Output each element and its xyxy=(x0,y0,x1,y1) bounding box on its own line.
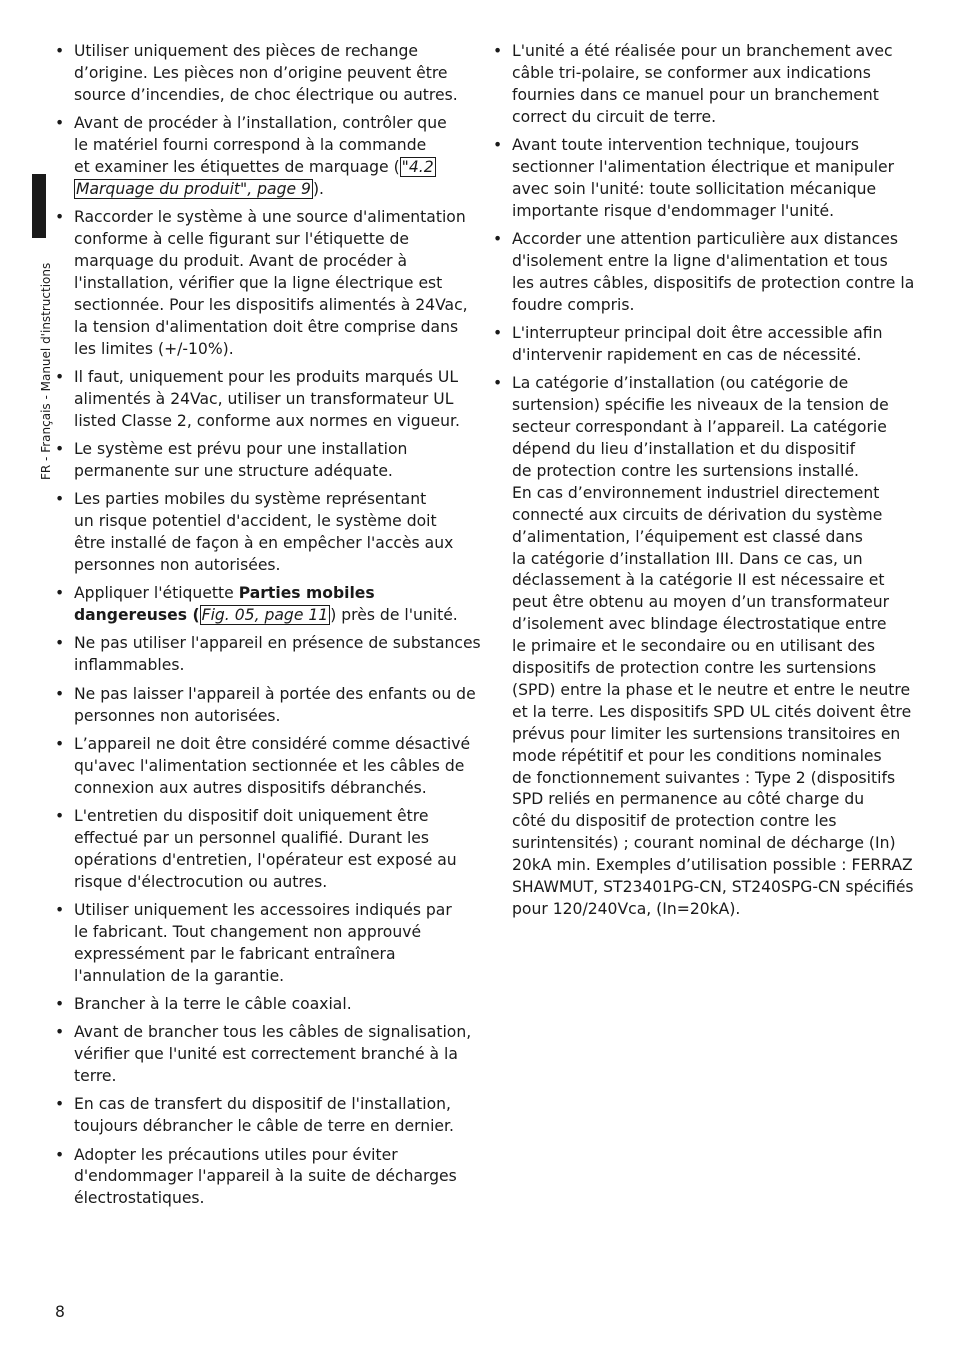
item-text: l'installation, vérifier que la ligne électrique est xyxy=(74,273,443,292)
item-text: (SPD) entre la phase et le neutre et entre le neutre xyxy=(512,680,911,699)
item-text: et la terre. Les dispositifs SPD UL cités doivent être xyxy=(512,702,912,721)
cross-reference-link[interactable]: "4.2 xyxy=(401,157,434,176)
item-text: avec soin l'unité: toute sollicitation mécanique xyxy=(512,179,877,198)
item-text: Utiliser uniquement des pièces de rechange xyxy=(74,42,418,60)
item-text-with-ref xyxy=(74,605,458,625)
item-text: le fabricant. Tout changement non approuvé xyxy=(74,922,422,941)
item-text: toujours débrancher le câble de terre en dernier. xyxy=(74,1117,454,1136)
item-text: listed Classe 2, conforme aux normes en vigueur. xyxy=(74,411,460,430)
item-text: alimentés à 24Vac, utiliser un transformateur UL xyxy=(74,389,454,408)
list-item xyxy=(55,207,468,360)
list-item xyxy=(55,633,481,677)
item-text-with-ref xyxy=(74,157,436,177)
list-item xyxy=(493,135,901,223)
list-item xyxy=(55,734,471,800)
item-text: surintensités) ; courant nominal de décharge (In) xyxy=(512,834,896,853)
cross-reference-link[interactable]: Marquage du produit", page 9 xyxy=(76,179,311,198)
list-item xyxy=(55,684,476,728)
list-item xyxy=(55,367,465,433)
item-text: être installé de façon à en empêcher l'accès aux xyxy=(74,533,454,552)
list-item xyxy=(55,439,465,483)
item-text: En cas de transfert du dispositif de l'installation, xyxy=(74,1095,452,1114)
list-item xyxy=(55,1022,472,1088)
item-text: Il faut, uniquement pour les produits marqués UL xyxy=(74,367,459,386)
item-text: vérifier que l'unité est correctement branché à la xyxy=(74,1045,458,1064)
item-text: peut être obtenu au moyen d’un transformateur xyxy=(512,593,890,612)
item-text: pour 120/240Vca, (In=20kA). xyxy=(512,900,741,918)
item-text: Utiliser uniquement les accessoires indiqués par xyxy=(74,900,452,919)
item-text: effectué par un personnel qualifié. Durant les xyxy=(74,828,430,847)
item-text: la tension d'alimentation doit être comprise dans xyxy=(74,317,459,336)
item-text: côté du dispositif de protection contre les xyxy=(512,812,837,831)
item-text: mode répétitif et pour les conditions nominales xyxy=(512,746,882,765)
item-text: de fonctionnement suivantes : Type 2 (dispositifs xyxy=(512,768,896,787)
item-text: qu'avec l'alimentation sectionnée et les câbles de xyxy=(74,756,465,775)
item-text: sectionner l'alimentation électrique et manipuler xyxy=(512,157,895,176)
item-text: source d’incendies, de choc électrique ou autres. xyxy=(74,85,458,104)
item-text: expressément par le fabricant entraînera xyxy=(74,944,396,963)
item-text: de protection contre les surtensions installé. xyxy=(512,461,859,480)
item-text: le primaire et le secondaire ou en utilisant des xyxy=(512,637,875,656)
item-text: En cas d’environnement industriel directement xyxy=(512,483,880,502)
item-text: L'unité a été réalisée pour un branchement avec xyxy=(512,42,893,60)
list-item xyxy=(493,41,901,129)
item-text: Appliquer l'étiquette xyxy=(74,584,239,603)
item-text: personnes non autorisées. xyxy=(74,555,281,574)
item-text: personnes non autorisées. xyxy=(74,706,281,725)
item-text: sectionnée. Pour les dispositifs alimentés à 24Vac, xyxy=(74,295,468,314)
section-tab-marker xyxy=(32,174,46,238)
item-text: câble tri-polaire, se conformer aux indications xyxy=(512,63,871,82)
item-text: importante risque d'endommager l'unité. xyxy=(512,201,835,220)
list-item xyxy=(55,1094,465,1138)
item-text: L'entretien du dispositif doit uniquement être xyxy=(74,806,429,825)
item-text: La catégorie d’installation (ou catégorie de xyxy=(512,374,849,393)
item-text: les limites (+/-10%). xyxy=(74,339,234,358)
item-text: ( xyxy=(187,606,200,625)
list-item xyxy=(493,229,915,317)
item-text: secteur correspondant à l’appareil. La catégorie xyxy=(512,418,887,437)
item-text: Les parties mobiles du système représentant xyxy=(74,490,427,509)
right-column-list xyxy=(493,41,915,927)
item-text: L'interrupteur principal doit être accessible afin xyxy=(512,324,883,343)
item-text: la catégorie d’installation III. Dans ce cas, un xyxy=(512,549,863,568)
item-text: permanente sur une structure adéquate. xyxy=(74,461,393,480)
item-text: l'annulation de la garantie. xyxy=(74,966,285,985)
list-item xyxy=(55,583,465,627)
item-text: Avant de procéder à l’installation, contrôler que xyxy=(74,114,447,133)
item-text: dépend du lieu d’installation et du dispositif xyxy=(512,439,856,458)
list-item xyxy=(493,373,914,921)
item-text: 20kA min. Exemples d’utilisation possible : FERRAZ xyxy=(512,856,913,875)
list-item xyxy=(55,806,465,894)
item-text: conforme à celle figurant sur l'étiquette de xyxy=(74,230,410,249)
item-text: Raccorder le système à une source d'alimentation xyxy=(74,208,466,227)
item-text: ) près de l'unité. xyxy=(330,606,458,625)
item-text: Le système est prévu pour une installation xyxy=(74,439,408,458)
item-text: SHAWMUT, ST23401PG-CN, ST240SPG-CN spécifiés xyxy=(512,878,914,897)
item-text: Avant toute intervention technique, toujours xyxy=(512,136,860,155)
item-text: risque d'électrocution ou autres. xyxy=(74,872,328,891)
item-text: L’appareil ne doit être considéré comme désactivé xyxy=(74,734,471,753)
list-item xyxy=(55,900,465,988)
item-text: un risque potentiel d'accident, le système doit xyxy=(74,512,437,531)
item-text: d'endommager l'appareil à la suite de décharges xyxy=(74,1167,457,1186)
item-text: Adopter les précautions utiles pour éviter xyxy=(74,1145,398,1164)
item-text: dispositifs de protection contre les surtensions xyxy=(512,659,877,678)
item-text: le matériel fourni correspond à la commande xyxy=(74,136,427,155)
item-text: les autres câbles, dispositifs de protection contre la xyxy=(512,273,915,292)
item-text: Ne pas utiliser l'appareil en présence de substances xyxy=(74,634,481,653)
item-text: Avant de brancher tous les câbles de signalisation, xyxy=(74,1023,472,1042)
item-text-with-bold xyxy=(74,584,375,602)
item-text: surtension) spécifie les niveaux de la tension de xyxy=(512,396,889,415)
cross-reference-link[interactable]: Fig. 05, page 11 xyxy=(201,606,329,625)
list-item xyxy=(55,41,465,107)
item-text: foudre compris. xyxy=(512,295,635,314)
item-text: d’isolement avec blindage électrostatique entre xyxy=(512,615,887,634)
item-text: déclassement à la catégorie II est nécessaire et xyxy=(512,571,885,590)
item-text: marquage du produit. Avant de procéder à xyxy=(74,251,408,270)
item-text: connexion aux autres dispositifs débranchés. xyxy=(74,778,427,797)
item-text: d’origine. Les pièces non d’origine peuvent être xyxy=(74,63,448,82)
item-text: d’alimentation, l’équipement est classé dans xyxy=(512,527,863,546)
list-item xyxy=(493,323,901,367)
list-item xyxy=(55,489,465,577)
list-item xyxy=(55,994,465,1016)
item-text: Accorder une attention particulière aux distances xyxy=(512,230,898,249)
label-name-bold: Parties mobiles xyxy=(238,584,375,603)
item-text: d'isolement entre la ligne d'alimentation et tous xyxy=(512,251,888,270)
left-column-list xyxy=(55,41,481,1217)
item-text-with-ref xyxy=(74,179,324,199)
item-text: opérations d'entretien, l'opérateur est exposé au xyxy=(74,850,457,869)
sidebar-section-label: FR - Français - Manuel d'instructions xyxy=(39,262,53,480)
item-text: inflammables. xyxy=(74,656,185,675)
item-text: d'intervenir rapidement en cas de nécessité. xyxy=(512,345,862,364)
item-text: fournies dans ce manuel pour un branchement xyxy=(512,85,879,104)
list-item xyxy=(55,1145,465,1211)
item-text: Brancher à la terre le câble coaxial. xyxy=(74,994,352,1013)
item-text: ). xyxy=(312,179,324,198)
item-text: terre. xyxy=(74,1067,117,1086)
item-text: correct du circuit de terre. xyxy=(512,107,717,126)
item-text: et examiner les étiquettes de marquage ( xyxy=(74,157,400,176)
item-text: électrostatiques. xyxy=(74,1189,205,1208)
item-text: connecté aux circuits de dérivation du système xyxy=(512,505,883,524)
list-item xyxy=(55,113,465,201)
page-number: 8 xyxy=(55,1303,65,1321)
label-name-bold: dangereuses xyxy=(74,606,188,625)
item-text: prévus pour limiter les surtensions transitoires en xyxy=(512,724,901,743)
item-text: SPD reliés en permanence au côté charge du xyxy=(512,790,865,809)
item-text: Ne pas laisser l'appareil à portée des enfants ou de xyxy=(74,684,476,703)
